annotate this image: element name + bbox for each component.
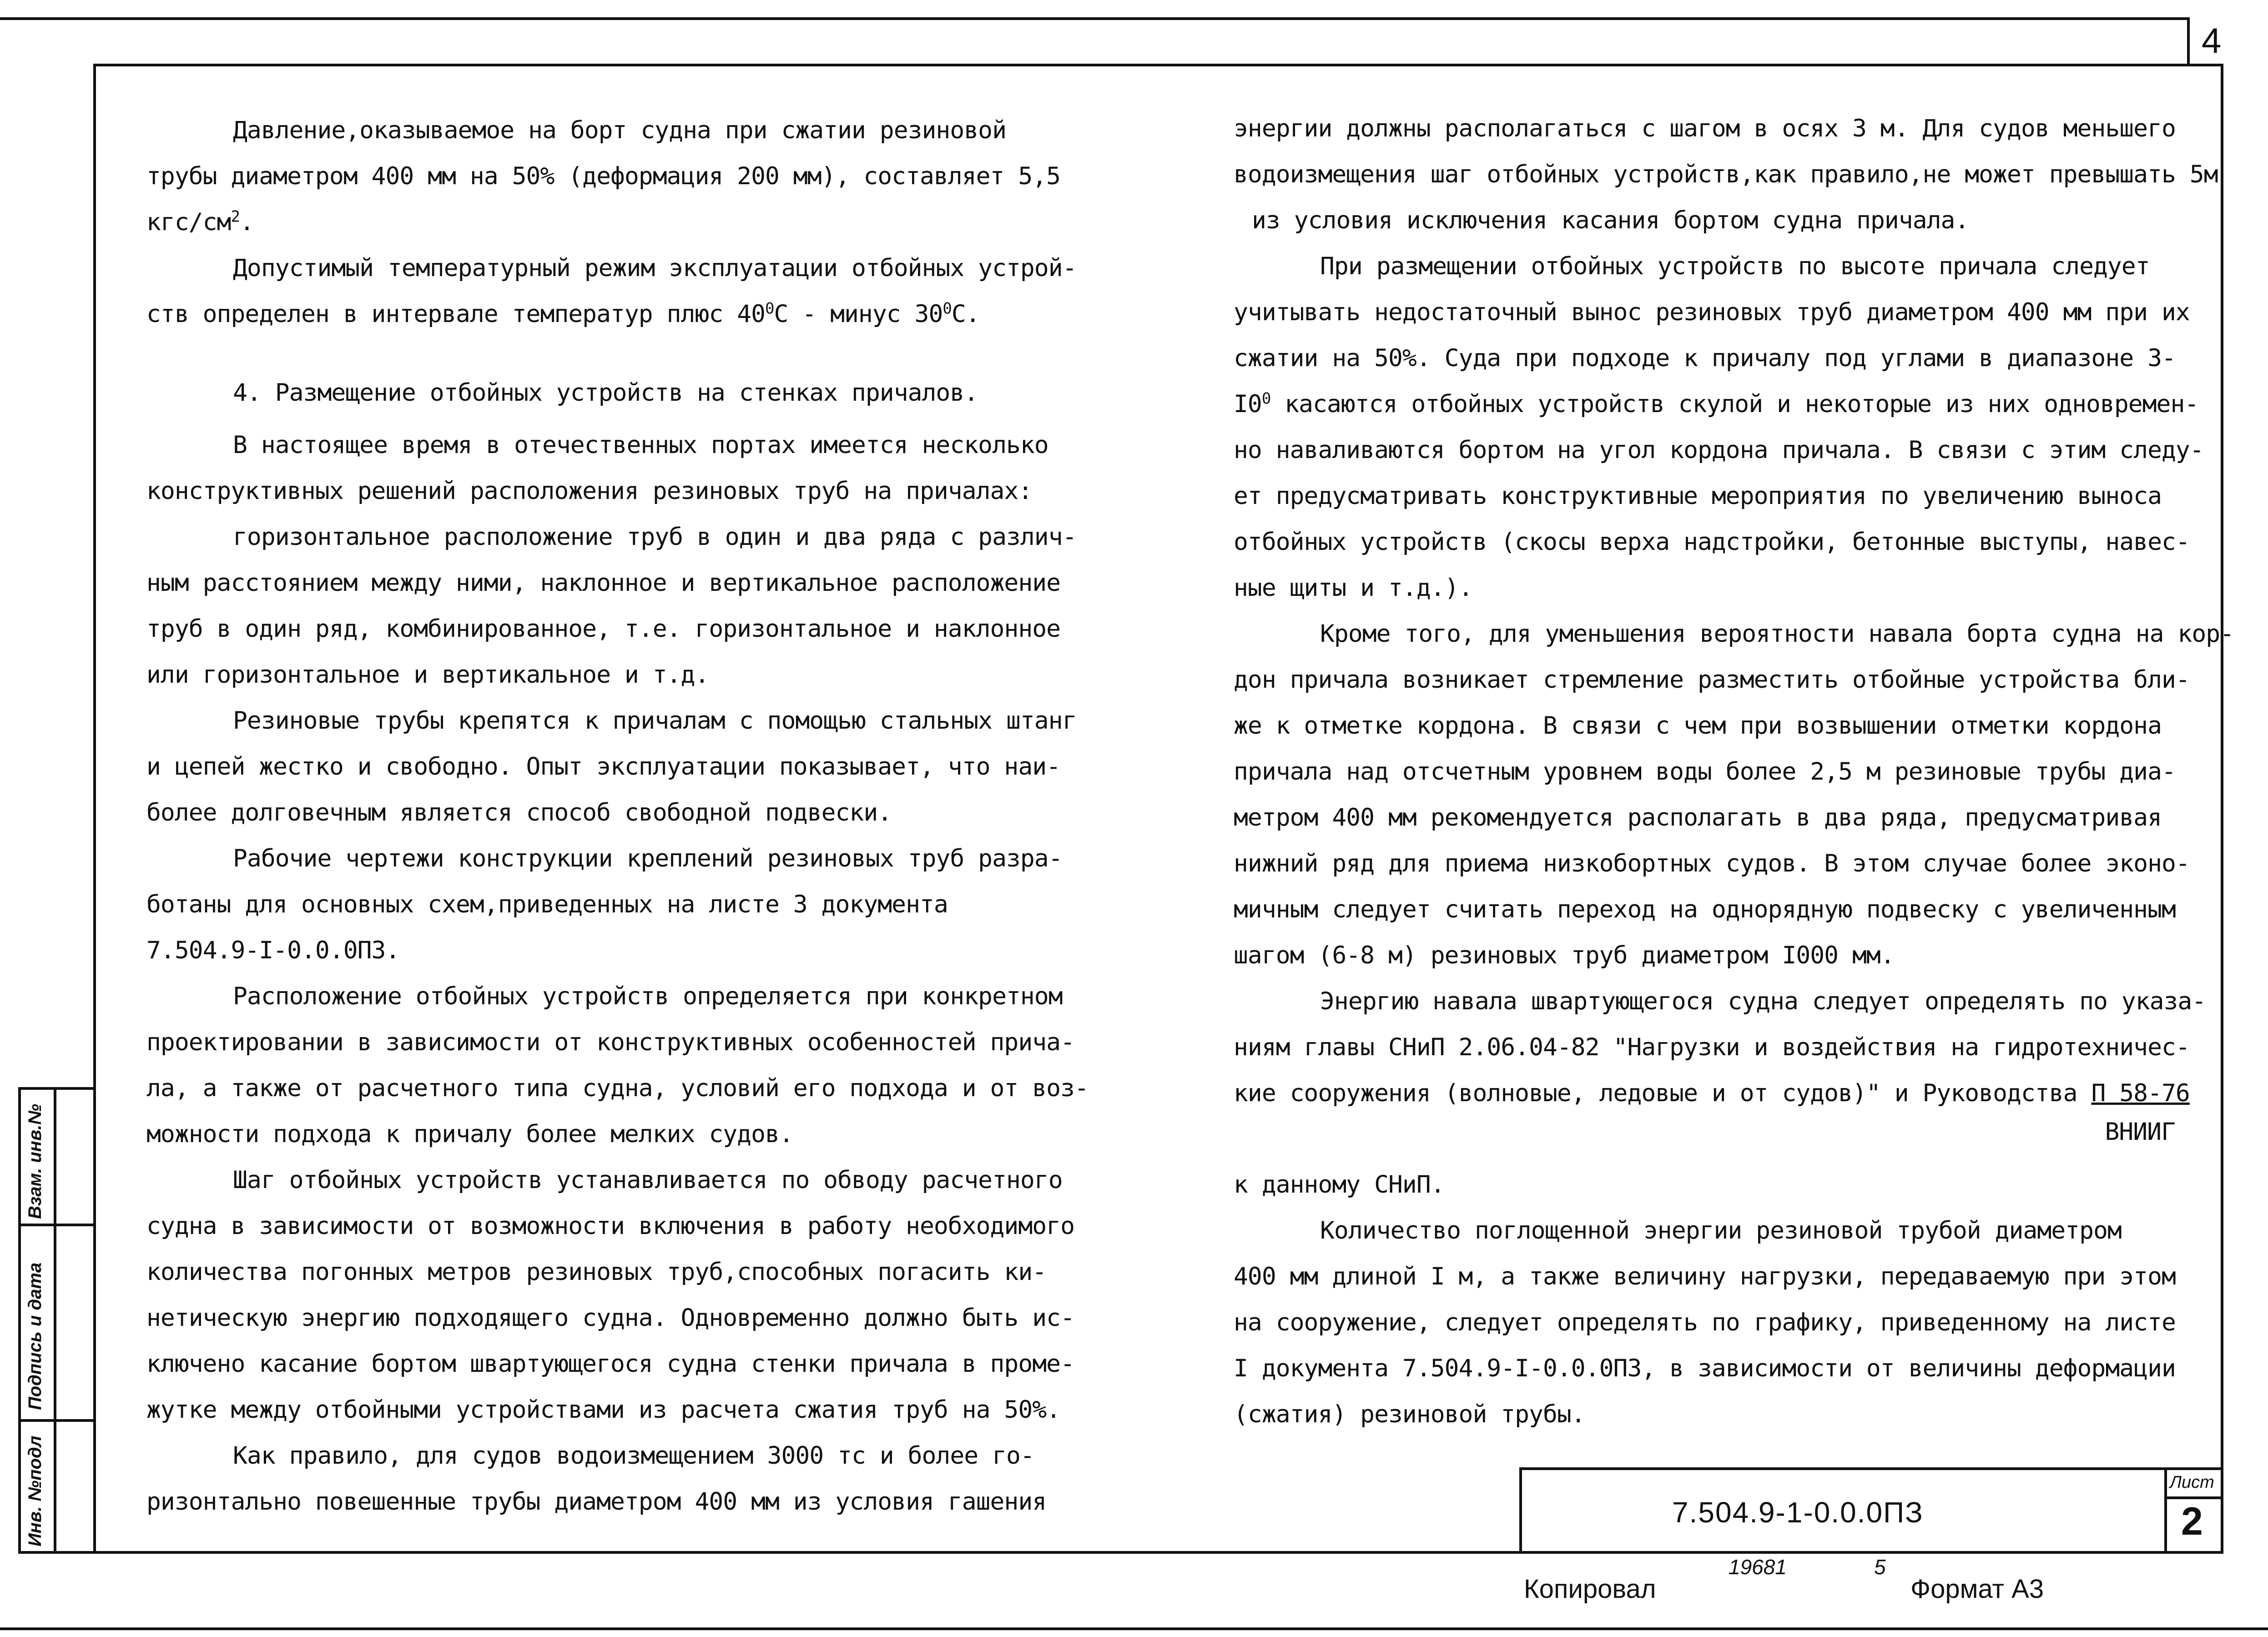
- text-line: более долговечным является способ свободной подвески.: [146, 799, 892, 826]
- text-line: I документа 7.504.9-I-0.0.0ПЗ, в зависимости от величины деформации: [1234, 1355, 2176, 1382]
- title-block-sheet-divider: [2164, 1467, 2167, 1554]
- side-stamp-mid-line: [54, 1087, 56, 1554]
- text-line: судна в зависимости от возможности включения в работу необходимого: [146, 1212, 1074, 1240]
- text-line: жутке между отбойными устройствами из расчета сжатия труб на 50%.: [146, 1396, 1061, 1424]
- text-line: ризонтально повешенные трубы диаметром 400 мм из условия гашения: [146, 1488, 1047, 1516]
- text-line: проектировании в зависимости от конструктивных особенностей прича-: [146, 1028, 1074, 1056]
- text-line: Количество поглощенной энергии резиновой трубой диаметром: [1320, 1217, 2122, 1244]
- text-line: конструктивных решений расположения резиновых труб на причалах:: [146, 477, 1033, 505]
- text-line: ключено касание бортом швартующегося судна стенки причала в проме-: [146, 1350, 1074, 1378]
- text-line: ным расстоянием между ними, наклонное и вертикальное расположение: [146, 569, 1061, 597]
- text-line: ств определен в интервале температур плюс $40^0С$ - минус $30^0С$.: [146, 299, 980, 328]
- left-text-column: [146, 107, 1102, 1525]
- side-stamp-label-signature: Подпись и дата: [25, 1262, 45, 1410]
- pressure-unit-exponent: 2: [231, 207, 240, 226]
- page-bottom-line: [0, 1627, 2268, 1630]
- side-stamp-divider-2: [18, 1419, 93, 1422]
- text-line: нетическую энергию подходящего судна. Одновременно должно быть ис-: [146, 1304, 1074, 1332]
- text-line: водоизмещения шаг отбойных устройств,как правило,не может превышать 5м: [1234, 161, 2218, 188]
- frame-top-line: [93, 64, 2223, 66]
- text-line: Шаг отбойных устройств устанавливается по обводу расчетного: [233, 1166, 1063, 1194]
- sheet-number-box-left: [2187, 17, 2190, 66]
- text-line: сжатии на 50%. Суда при подходе к причалу под углами в диапазоне 3-: [1234, 344, 2176, 372]
- sheet-number: 4: [2202, 20, 2222, 60]
- frame-right-line: [2221, 64, 2223, 1554]
- guide-reference-org: ВНИИГ: [2105, 1118, 2175, 1146]
- title-block-left: [1519, 1467, 1522, 1554]
- text-line: ет предусматривать конструктивные мероприятия по увеличению выноса: [1234, 482, 2162, 510]
- guide-reference: П 58-76: [2091, 1079, 2190, 1107]
- text-line: труб в один ряд, комбинированное, т.е. горизонтальное и наклонное: [146, 615, 1061, 643]
- frame-bottom-line: [18, 1551, 2223, 1554]
- text-line: энергии должны располагаться с шагом в осях 3 м. Для судов меньшего: [1234, 115, 2176, 142]
- text-line: кие сооружения (волновые, ледовые и от судов)" и Руководства П 58-76: [1234, 1079, 2190, 1107]
- text-line: и цепей жестко и свободно. Опыт эксплуатации показывает, что наи-: [146, 753, 1061, 781]
- text-line: можности подхода к причалу более мелких судов.: [146, 1120, 793, 1148]
- text-line: Энергию навала швартующегося судна следует определять по указа-: [1320, 987, 2206, 1015]
- text-line: на сооружение, следует определять по графику, приведенному на листе: [1234, 1309, 2176, 1336]
- text-line: метром 400 мм рекомендуется располагать в два ряда, предусматривая: [1234, 804, 2162, 831]
- text-line: Кроме того, для уменьшения вероятности навала борта судна на кор-: [1320, 620, 2234, 648]
- format-label: Формат А3: [1910, 1574, 2044, 1604]
- text-line: к данному СНиП.: [1234, 1171, 1445, 1199]
- section-heading: 4. Размещение отбойных устройств на стенках причалов.: [233, 379, 978, 407]
- side-stamp-left-line: [18, 1087, 21, 1554]
- sheet-label: Лист: [2170, 1473, 2214, 1492]
- text-line: Допустимый температурный режим эксплуатации отбойных устрой-: [233, 254, 1077, 282]
- side-stamp-label-inv: Инв. №подл: [25, 1436, 45, 1546]
- text-line: Рабочие чертежи конструкции креплений резиновых труб разра-: [233, 845, 1063, 872]
- text-line: горизонтальное расположение труб в один и два ряда с различ-: [233, 523, 1077, 551]
- text-line: При размещении отбойных устройств по высоте причала следует: [1320, 252, 2150, 280]
- text-line: (сжатия) резиновой трубы.: [1234, 1400, 1585, 1428]
- text-line: Как правило, для судов водоизмещением 3000 тс и более го-: [233, 1442, 1034, 1470]
- text-line: причала над отсчетным уровнем воды более 2,5 м резиновые трубы диа-: [1234, 758, 2176, 786]
- text-line: $I0^0$ касаются отбойных устройств скулой и некоторые из них одновремен-: [1234, 389, 2199, 418]
- frame-left-line: [93, 64, 96, 1554]
- text-line: ные щиты и т.д.).: [1234, 574, 1473, 602]
- text-line: ла, а также от расчетного типа судна, условий его подхода и от воз-: [146, 1074, 1089, 1102]
- text-line: 400 мм длиной I м, а также величину нагрузки, передаваемую при этом: [1234, 1263, 2176, 1290]
- text-line: отбойных устройств (скосы верха надстройки, бетонные выступы, навес-: [1234, 528, 2190, 556]
- pressure-unit: кгс/см: [146, 208, 231, 236]
- order-number: 19681: [1729, 1555, 1787, 1579]
- sheet-value: 2: [2181, 1500, 2203, 1543]
- text-line: из условия исключения касания бортом судна причала.: [1252, 207, 1969, 234]
- text-line: трубы диаметром 400 мм на 50% (деформация 200 мм), составляет 5,5: [146, 162, 1061, 190]
- text-line: Резиновые трубы крепятся к причалам с помощью стальных штанг: [233, 707, 1077, 735]
- text-line: но наваливаются бортом на угол кордона причала. В связи с этим следу-: [1234, 436, 2204, 464]
- text-line: кгс/$см^2$.: [146, 207, 254, 236]
- top-border-line: [0, 17, 2188, 20]
- side-stamp-label-replacement: Взам. инв.№: [25, 1103, 45, 1219]
- text-line: Расположение отбойных устройств определяется при конкретном: [233, 982, 1063, 1010]
- text-line: В настоящее время в отечественных портах имеется несколько: [233, 431, 1048, 459]
- title-block-top: [1519, 1467, 2223, 1470]
- copied-label: Копировал: [1524, 1574, 1656, 1604]
- side-stamp-divider-1: [18, 1224, 93, 1226]
- text-line: количества погонных метров резиновых труб,способных погасить ки-: [146, 1258, 1047, 1286]
- text-line: ниям главы СНиП 2.06.04-82 "Нагрузки и воздействия на гидротехничес-: [1234, 1033, 2190, 1061]
- text-line: мичным следует считать переход на однорядную подвеску с увеличенным: [1234, 896, 2176, 923]
- text-line: же к отметке кордона. В связи с чем при возвышении отметки кордона: [1234, 712, 2162, 740]
- text-line: шагом (6-8 м) резиновых труб диаметром I000 мм.: [1234, 942, 1895, 969]
- document-code: 7.504.9-1-0.0.0ПЗ: [1672, 1496, 1924, 1529]
- text-line: дон причала возникает стремление разместить отбойные устройства бли-: [1234, 666, 2190, 694]
- text-line: или горизонтальное и вертикальное и т.д.: [146, 661, 709, 689]
- text-line: 7.504.9-I-0.0.0ПЗ.: [146, 937, 400, 964]
- copy-number: 5: [1874, 1555, 1886, 1579]
- text-line: ботаны для основных схем,приведенных на листе 3 документа: [146, 891, 948, 918]
- text-line: Давление,оказываемое на борт судна при сжатии резиновой: [233, 116, 1006, 144]
- right-text-column: [1234, 106, 2234, 1437]
- side-stamp-top-line: [18, 1087, 93, 1090]
- text-line: нижний ряд для приема низкобортных судов. В этом случае более эконо-: [1234, 850, 2190, 877]
- text-line: учитывать недостаточный вынос резиновых труб диаметром 400 мм при их: [1234, 298, 2190, 326]
